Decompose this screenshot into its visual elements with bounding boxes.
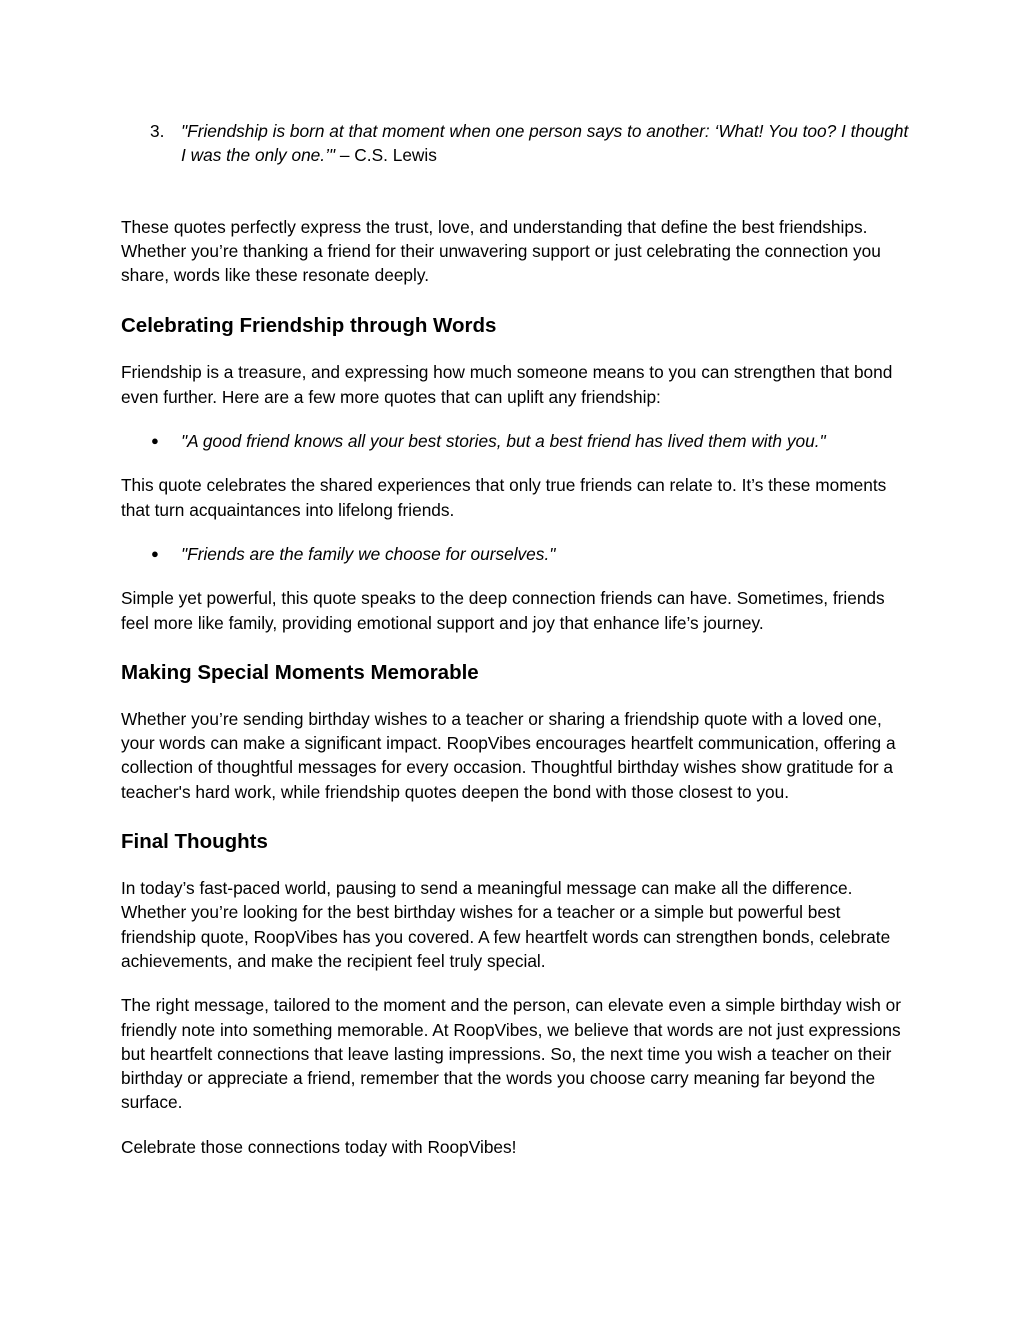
paragraph-moments: Whether you’re sending birthday wishes to a teacher or sharing a friendship quote with a loved one, your words can make a significant impact. RoopVibes encourages heartfelt communication, offering a collection of thoughtful messages for every occasion. Thoughtful birthday wishes show gratitude for a teacher's hard work, while friendship quotes deepen the bond with those closest to you.: [121, 708, 896, 802]
intro-paragraph: These quotes perfectly express the trust, love, and understanding that define the best friendships. Whether you’re thanking a friend for their unwavering support or just celebrating the connection you share, words like these resonate deeply.: [121, 216, 881, 286]
bullet-quote-1: [121, 429, 911, 453]
bullet-quote-text: "A good friend knows all your best stories, but a best friend has lived them with you.": [181, 431, 826, 452]
paragraph-simple-yet-powerful: Simple yet powerful, this quote speaks to the deep connection friends can have. Sometimes, friends feel more like family, providing emotional support and joy that enhance life’s journey.: [121, 588, 885, 633]
paragraph-final-1: In today’s fast-paced world, pausing to send a meaningful message can make all the difference. Whether you’re looking for the best birthday wishes for a teacher or a simple but powerful best friendship quote, RoopVibes has you covered. A few heartfelt words can strengthen bonds, celebrate achievements, and make the recipient feel truly special.: [121, 878, 891, 971]
section-heading-moments: Making Special Moments Memorable: [121, 660, 479, 684]
section-heading-celebrating: Celebrating Friendship through Words: [121, 314, 497, 338]
numbered-list-item: [121, 119, 911, 168]
paragraph-final-3: Celebrate those connections today with RoopVibes!: [121, 1136, 517, 1157]
bullet-marker: ●: [151, 545, 159, 561]
bullet-quote-2: [121, 542, 911, 566]
paragraph-celebrating: Friendship is a treasure, and expressing how much someone means to you can strengthen that bond even further. Here are a few more quotes that can uplift any friendship:: [121, 362, 893, 407]
bullet-quote-text: "Friends are the family we choose for ourselves.": [181, 543, 556, 564]
document-page: [121, 119, 911, 1159]
quote-attribution: – C.S. Lewis: [335, 145, 437, 166]
list-number: 3.: [150, 121, 165, 141]
quote-text: "Friendship is born at that moment when one person says to another: ‘What! You too? I thought I was the only one.’": [181, 121, 909, 166]
section-heading-final: Final Thoughts: [121, 830, 268, 854]
paragraph-final-2: The right message, tailored to the moment and the person, can elevate even a simple birthday wish or friendly note into something memorable. At RoopVibes, we believe that words are not just expressions but heartfelt connections that leave lasting impressions. So, the next time you wish a teacher on their birthday or appreciate a friend, remember that the words you choose carry meaning far beyond the surface.: [121, 995, 902, 1113]
paragraph-shared-experiences: This quote celebrates the shared experiences that only true friends can relate to. It’s these moments that turn acquaintances into lifelong friends.: [121, 475, 887, 520]
bullet-marker: ●: [151, 433, 159, 449]
